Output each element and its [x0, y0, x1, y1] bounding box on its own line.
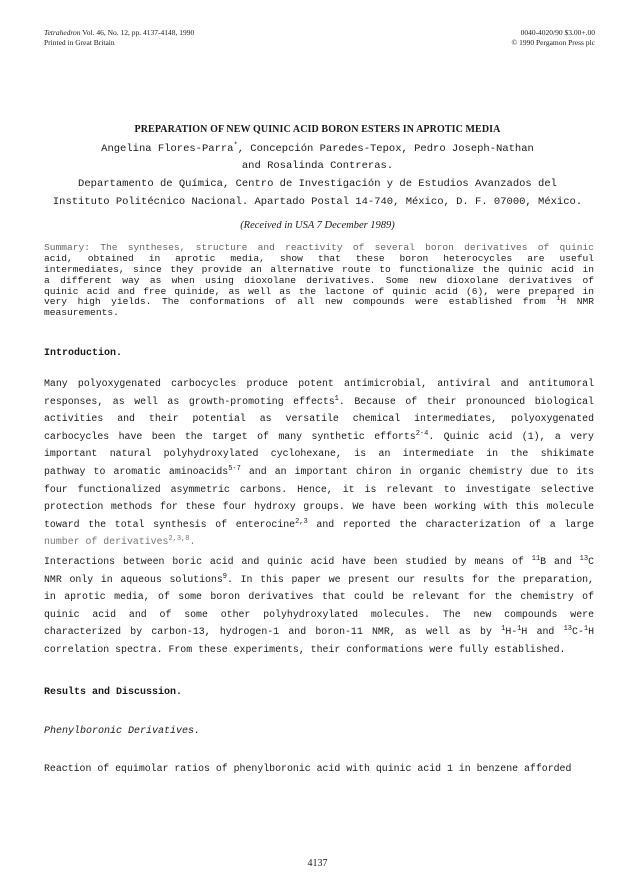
body-line: activities and their potential as versatile chemical intermediates, polyoxygenated	[44, 413, 594, 425]
printed-in: Printed in Great Britain	[44, 38, 115, 47]
journal-header	[44, 28, 194, 48]
body-line: protection methods for these four hydroxy groups. We have been working with this molecule	[44, 501, 594, 513]
results-heading: Results and Discussion.	[44, 687, 183, 698]
body-line: characterized by carbon-13, hydrogen-1 and boron-11 NMR, as well as by $^1$H-$^1$H and $^{13}$C-$^1$H	[44, 625, 595, 638]
body-line: four functionalized asymmetric carbons. Hence, it is relevant to investigate selective	[44, 483, 594, 495]
copyright-notice: © 1990 Pergamon Press plc	[511, 38, 595, 47]
summary-line: Summary: The syntheses, structure and reactivity of several boron derivatives of quinic	[44, 242, 594, 253]
summary-line: very high yields. The conformations of all new compounds were established from $^1$H NMR	[44, 295, 594, 308]
affiliation-line-1: Departamento de Química, Centro de Investigación y de Estudios Avanzados del	[78, 178, 557, 190]
article-code: 0040-4020/90 $3.00+.00	[520, 28, 595, 37]
body-line: number of derivatives$^{2,3,8}$.	[44, 535, 196, 548]
corresponding-author-mark: *	[233, 142, 238, 150]
phenylboronic-subheading: Phenylboronic Derivatives.	[44, 726, 201, 737]
page-number: 4137	[307, 858, 328, 869]
summary-line: measurements.	[44, 307, 119, 319]
body-line: responses, as well as growth-promoting effects$^1$. Because of their pronounced biological	[44, 394, 594, 407]
body-line: Many polyoxygenated carbocycles produce potent antimicrobial, antiviral and antitumoral	[44, 378, 594, 389]
journal-name: Tetrahedron	[44, 28, 81, 37]
body-line: NMR only in aqueous solutions$^9$. In this paper we present our results for the preparation,	[44, 572, 594, 585]
body-line: important natural polyhydroxylated cyclohexane, is an intermediate in the shikimate	[44, 448, 594, 460]
summary-abstract	[44, 243, 594, 319]
authors-line-1: Angelina Flores-Parra*, Concepción Paredes-Tepox, Pedro Joseph-Nathan	[101, 142, 534, 155]
body-line: in aprotic media, of some boron derivatives that could be relevant for the chemistry of	[44, 591, 594, 603]
introduction-paragraph-2	[44, 553, 594, 659]
body-line: Reaction of equimolar ratios of phenylboronic acid with quinic acid 1 in benzene afforded	[44, 763, 572, 774]
paper-title: PREPARATION OF NEW QUINIC ACID BORON ESTERS IN APROTIC MEDIA	[134, 124, 501, 135]
body-line: toward the total synthesis of enterocine$^{2,3}$ and reported the characterization of a large	[44, 517, 594, 530]
body-line: Interactions between boric acid and quinic acid have been studied by means of $^{11}$B and $^{13}$C	[44, 555, 594, 567]
introduction-heading: Introduction.	[44, 348, 123, 359]
introduction-paragraph-1	[44, 375, 594, 551]
summary-line: intermediates, since they provide an alternative route to functionalize the quinic acid in	[44, 263, 594, 275]
publisher-header	[512, 28, 595, 48]
body-line: correlation spectra. From these experiments, their conformations were fully established.	[44, 643, 566, 655]
body-line: quinic acid and of some other polyhydroxylated molecules. The new compounds were	[44, 608, 594, 620]
body-line: carbocycles have been the target of many synthetic efforts$^{2-4}$. Quinic acid (1), a very	[44, 429, 594, 442]
received-date: (Received in USA 7 December 1989)	[240, 220, 395, 231]
affiliation-line-2: Instituto Politécnico Nacional. Apartado Postal 14-740, México, D. F. 07000, México.	[52, 196, 583, 208]
summary-line: a different way as when using dioxolane derivatives. Some new dioxolane derivatives of	[44, 274, 594, 286]
results-paragraph	[44, 760, 594, 778]
authors-line-2: and Rosalinda Contreras.	[241, 160, 394, 172]
journal-citation: Tetrahedron Vol. 46, No. 12, pp. 4137-4148, 1990	[44, 28, 195, 37]
summary-line: quinic acid and free quinide, as well as the lactone of quinic acid (6), were prepared in	[44, 285, 594, 297]
body-line: pathway to aromatic aminoacids$^{5-7}$ and an important chiron in organic chemistry due to its	[44, 464, 594, 477]
summary-line: acid, obtained in aprotic media, show that these boron heterocycles are useful	[44, 252, 594, 264]
